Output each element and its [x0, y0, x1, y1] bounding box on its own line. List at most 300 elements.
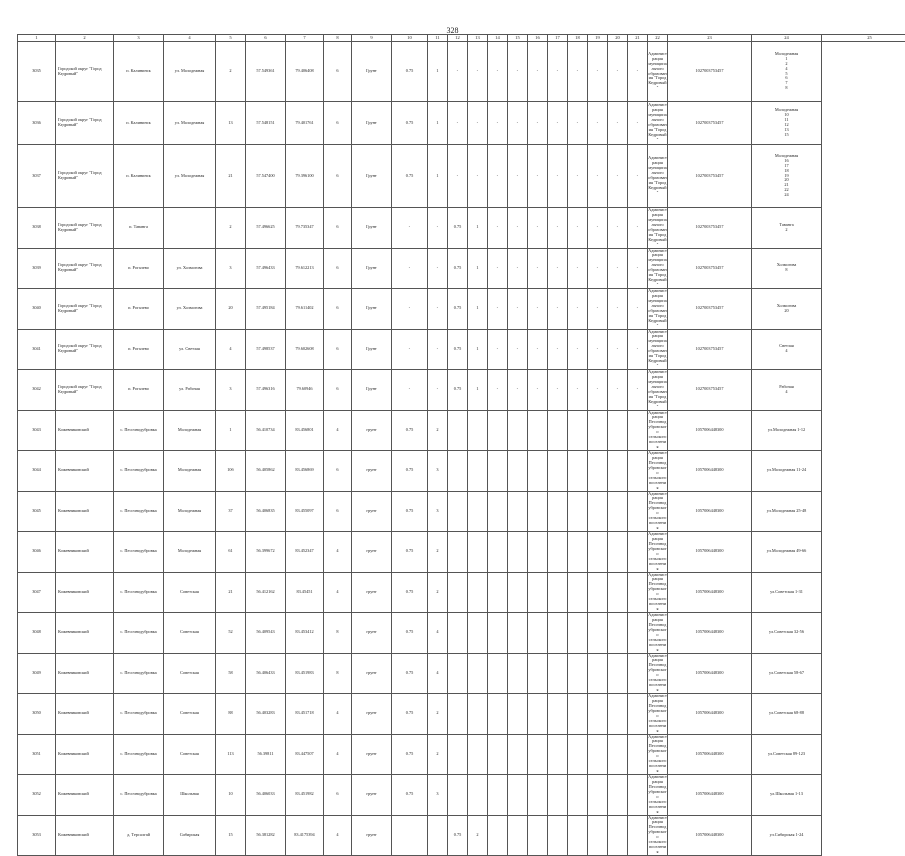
column-header: 25 — [822, 35, 905, 42]
cell-settlement: с. Песочнодубровка — [114, 532, 164, 573]
cell-c13 — [448, 451, 468, 492]
table-row — [18, 410, 905, 451]
cell-house: 21 — [216, 145, 246, 208]
cell-ogrn: 1057006448300 — [668, 532, 752, 573]
cell-num: 3040 — [18, 289, 56, 330]
cell-owner: Администрация Песочнодубровского сельского поселения — [648, 491, 668, 532]
served-address: 24 — [752, 193, 821, 198]
cell-num: 3049 — [18, 653, 56, 694]
column-header: 21 — [628, 35, 648, 42]
cell-c12: - — [428, 329, 448, 370]
cell-c17 — [528, 694, 548, 735]
cell-ogrn: 1057006448300 — [668, 653, 752, 694]
cell-ogrn: 1057006448300 — [668, 572, 752, 613]
column-header: 15 — [508, 35, 528, 42]
cell-c15 — [488, 410, 508, 451]
cell-c11: - — [392, 208, 428, 249]
cell-c15: - — [488, 145, 508, 208]
cell-district: Кожевниковский — [56, 491, 114, 532]
cell-house: 4 — [216, 329, 246, 370]
cell-lat: 56.381282 — [246, 815, 286, 856]
cell-ogrn: 1057006448300 — [668, 775, 752, 816]
cell-c21: - — [608, 289, 628, 330]
cell-c15: - — [488, 248, 508, 289]
cell-owner: Администрация Песочнодубровского сельского поселения — [648, 815, 668, 856]
cell-area: 6 — [324, 248, 352, 289]
cell-c21: - — [608, 370, 628, 411]
cell-c21 — [608, 451, 628, 492]
cell-c18 — [548, 653, 568, 694]
cell-c15: - — [488, 370, 508, 411]
cell-c15: - — [488, 102, 508, 145]
cell-c17: - — [528, 145, 548, 208]
column-header: 10 — [392, 35, 428, 42]
cell-c18 — [548, 451, 568, 492]
cell-c11: - — [392, 289, 428, 330]
cell-c19: - — [568, 208, 588, 249]
served-address: 13 — [752, 128, 821, 133]
cell-c11: 0.75 — [392, 572, 428, 613]
cell-c20 — [588, 491, 608, 532]
cell-c14 — [468, 572, 488, 613]
served-address: 10 — [752, 113, 821, 118]
cell-c18 — [548, 815, 568, 856]
cell-served — [752, 734, 822, 775]
served-address: Светлая — [752, 344, 821, 349]
cell-c18: - — [548, 370, 568, 411]
cell-lat: 56.410734 — [246, 410, 286, 451]
cell-c20: - — [588, 42, 608, 102]
cell-c16 — [508, 613, 528, 654]
cell-c12: 2 — [428, 694, 448, 735]
cell-owner: Администрация муниципального образования "Город Кедровый" — [648, 329, 668, 370]
cell-district: Городской округ "Город Кедровый" — [56, 370, 114, 411]
cell-c17: - — [528, 208, 548, 249]
table-row — [18, 694, 905, 735]
cell-c13: - — [448, 145, 468, 208]
cell-c18 — [548, 734, 568, 775]
cell-c21 — [608, 694, 628, 735]
cell-surface: Грунт — [352, 42, 392, 102]
cell-c12: 2 — [428, 532, 448, 573]
cell-owner: Администрация Песочнодубровского сельского поселения — [648, 410, 668, 451]
cell-c21 — [608, 491, 628, 532]
cell-surface: грунт — [352, 572, 392, 613]
cell-house: 10б — [216, 451, 246, 492]
served-address: 20 — [752, 178, 821, 183]
cell-c11: 0.75 — [392, 694, 428, 735]
cell-c22 — [628, 532, 648, 573]
cell-area: 4 — [324, 734, 352, 775]
cell-c19 — [568, 451, 588, 492]
cell-num: 3045 — [18, 491, 56, 532]
served-address: Молодежная — [752, 52, 821, 57]
cell-c13: 0.75 — [448, 208, 468, 249]
cell-c13: - — [448, 42, 468, 102]
served-address: 15 — [752, 133, 821, 138]
cell-num: 3038 — [18, 208, 56, 249]
cell-c22 — [628, 491, 648, 532]
served-address: 21 — [752, 183, 821, 188]
cell-surface: грунт — [352, 491, 392, 532]
cell-street: Советская — [164, 572, 216, 613]
served-address: 16 — [752, 159, 821, 164]
served-address: 18 — [752, 169, 821, 174]
cell-surface: грунт — [352, 775, 392, 816]
cell-c20 — [588, 451, 608, 492]
cell-district: Городской округ "Город Кедровый" — [56, 145, 114, 208]
cell-surface: грунт — [352, 815, 392, 856]
cell-district: Городской округ "Город Кедровый" — [56, 102, 114, 145]
cell-c12: - — [428, 370, 448, 411]
cell-surface: грунт — [352, 410, 392, 451]
cell-c11: 0.75 — [392, 775, 428, 816]
cell-num: 3052 — [18, 775, 56, 816]
cell-c15: - — [488, 42, 508, 102]
served-address: 20 — [752, 309, 821, 314]
cell-c15 — [488, 734, 508, 775]
cell-district: Городской округ "Город Кедровый" — [56, 208, 114, 249]
cell-owner: Администрация Песочнодубровского сельского поселения — [648, 653, 668, 694]
cell-lat: 57.498537 — [246, 329, 286, 370]
cell-area: 6 — [324, 775, 352, 816]
cell-area: 6 — [324, 102, 352, 145]
cell-c18: - — [548, 145, 568, 208]
cell-c11: - — [392, 370, 428, 411]
cell-num: 3047 — [18, 572, 56, 613]
cell-c13 — [448, 410, 468, 451]
cell-surface: Грунт — [352, 102, 392, 145]
cell-c18: - — [548, 42, 568, 102]
cell-c13: 0.75 — [448, 815, 468, 856]
cell-district: Кожевниковский — [56, 451, 114, 492]
cell-house: 61 — [216, 532, 246, 573]
cell-c12: 2 — [428, 734, 448, 775]
cell-settlement: п. Таванга — [114, 208, 164, 249]
cell-c12: 2 — [428, 410, 448, 451]
served-address: ул.Молодежная 49-66 — [752, 549, 821, 554]
cell-area: 4 — [324, 532, 352, 573]
cell-surface: грунт — [352, 694, 392, 735]
cell-c16: - — [508, 329, 528, 370]
cell-house: 13 — [216, 102, 246, 145]
cell-c14: - — [468, 145, 488, 208]
cell-c21 — [608, 613, 628, 654]
cell-c19 — [568, 572, 588, 613]
cell-street: Советская — [164, 653, 216, 694]
cell-street: Молодежная — [164, 491, 216, 532]
served-address: 17 — [752, 164, 821, 169]
cell-c16 — [508, 815, 528, 856]
served-address: Молодежная — [752, 154, 821, 159]
table-row — [18, 248, 905, 289]
cell-c12: 2 — [428, 572, 448, 613]
cell-house: 113 — [216, 734, 246, 775]
cell-settlement: п. Калининск — [114, 102, 164, 145]
cell-c15 — [488, 491, 508, 532]
cell-area: 6 — [324, 145, 352, 208]
cell-area: 6 — [324, 491, 352, 532]
cell-c12: - — [428, 248, 448, 289]
cell-lat: 57.547400 — [246, 145, 286, 208]
cell-street: ул. Молодежная — [164, 102, 216, 145]
cell-c21 — [608, 410, 628, 451]
cell-c17 — [528, 491, 548, 532]
cell-c19: - — [568, 370, 588, 411]
cell-c17: - — [528, 289, 548, 330]
cell-c20 — [588, 815, 608, 856]
cell-district: Городской округ "Город Кедровый" — [56, 329, 114, 370]
cell-settlement: д. Терсалгай — [114, 815, 164, 856]
cell-c11: 0.75 — [392, 102, 428, 145]
cell-lat: 56.405862 — [246, 451, 286, 492]
cell-c16: - — [508, 42, 528, 102]
cell-surface: Грунт — [352, 370, 392, 411]
cell-num: 3044 — [18, 451, 56, 492]
cell-surface: Грунт — [352, 248, 392, 289]
cell-house: 10 — [216, 775, 246, 816]
cell-c15 — [488, 532, 508, 573]
cell-area: 6 — [324, 289, 352, 330]
cell-c15 — [488, 775, 508, 816]
cell-c15: - — [488, 329, 508, 370]
cell-street: Молодежная — [164, 532, 216, 573]
column-header: 2 — [56, 35, 114, 42]
cell-c20 — [588, 613, 608, 654]
cell-c18 — [548, 410, 568, 451]
served-address: 4 — [752, 67, 821, 72]
column-header: 13 — [468, 35, 488, 42]
cell-house: 2 — [216, 42, 246, 102]
cell-c11: 0.75 — [392, 410, 428, 451]
table-row — [18, 653, 905, 694]
cell-c21 — [608, 532, 628, 573]
cell-ogrn: 1057006448300 — [668, 410, 752, 451]
cell-c14: 2 — [468, 815, 488, 856]
cell-owner: Администрация муниципального образования "Город Кедровый" — [648, 289, 668, 330]
cell-c16 — [508, 491, 528, 532]
cell-district: Кожевниковский — [56, 572, 114, 613]
cell-lon: 83.456801 — [286, 410, 324, 451]
cell-c16: - — [508, 145, 528, 208]
table-row — [18, 208, 905, 249]
cell-c21: - — [608, 208, 628, 249]
cell-served — [752, 208, 822, 249]
cell-c21: - — [608, 102, 628, 145]
column-header: 11 — [428, 35, 448, 42]
cell-c18 — [548, 572, 568, 613]
cell-served — [752, 775, 822, 816]
cell-ogrn: 1027003753457 — [668, 145, 752, 208]
cell-street: Сибирская — [164, 815, 216, 856]
cell-street: Советская — [164, 613, 216, 654]
cell-c15 — [488, 451, 508, 492]
cell-lat: 56.412162 — [246, 572, 286, 613]
cell-num: 3043 — [18, 410, 56, 451]
cell-c20 — [588, 694, 608, 735]
cell-district: Городской округ "Город Кедровый" — [56, 289, 114, 330]
cell-owner: Администрация муниципального образования "Город Кедровый" — [648, 102, 668, 145]
cell-district: Кожевниковский — [56, 613, 114, 654]
cell-ogrn: 1027003753457 — [668, 248, 752, 289]
cell-c19 — [568, 410, 588, 451]
cell-num: 3050 — [18, 694, 56, 735]
cell-c16: - — [508, 102, 528, 145]
cell-owner: Администрация Песочнодубровского сельского поселения — [648, 734, 668, 775]
served-address: ул.Советская 58-67 — [752, 671, 821, 676]
cell-street: ул. Молодежная — [164, 42, 216, 102]
cell-area: 4 — [324, 694, 352, 735]
cell-c18: - — [548, 208, 568, 249]
cell-area: 6 — [324, 42, 352, 102]
cell-c17 — [528, 613, 548, 654]
cell-c13 — [448, 613, 468, 654]
cell-surface: грунт — [352, 532, 392, 573]
cell-c18 — [548, 775, 568, 816]
cell-settlement: п. Рогалево — [114, 289, 164, 330]
cell-c13 — [448, 572, 468, 613]
cell-lon: 79.735347 — [286, 208, 324, 249]
cell-c15 — [488, 572, 508, 613]
cell-served — [752, 613, 822, 654]
cell-street: ул. Светлая — [164, 329, 216, 370]
cell-lat: 57.548151 — [246, 102, 286, 145]
served-address: 4 — [752, 390, 821, 395]
served-address: ул.Советская 32-56 — [752, 630, 821, 635]
cell-settlement: с. Песочнодубровка — [114, 775, 164, 816]
cell-lon: 79.611402 — [286, 289, 324, 330]
cell-surface: грунт — [352, 653, 392, 694]
cell-lon: 79.401761 — [286, 102, 324, 145]
cell-c19 — [568, 815, 588, 856]
cell-ogrn: 1057006448300 — [668, 613, 752, 654]
cell-lat: 56.39811 — [246, 734, 286, 775]
column-header: 24 — [752, 35, 822, 42]
cell-settlement: п. Рогалево — [114, 248, 164, 289]
cell-settlement: с. Песочнодубровка — [114, 451, 164, 492]
cell-c14: 1 — [468, 289, 488, 330]
cell-served — [752, 572, 822, 613]
cell-c22 — [628, 734, 648, 775]
served-address: Молодежная — [752, 108, 821, 113]
cell-c20: - — [588, 329, 608, 370]
column-header: 20 — [608, 35, 628, 42]
cell-c19: - — [568, 248, 588, 289]
cell-settlement: п. Калининск — [114, 145, 164, 208]
served-address: ул.Советская 89-123 — [752, 752, 821, 757]
served-address: ул.Школьная 1-13 — [752, 792, 821, 797]
served-address: ул.Молодежная 1-12 — [752, 428, 821, 433]
cell-c12: 4 — [428, 613, 448, 654]
cell-c16 — [508, 572, 528, 613]
cell-owner: Администрация Песочнодубровского сельского поселения — [648, 694, 668, 735]
cell-c20 — [588, 775, 608, 816]
cell-lon: 79.60946 — [286, 370, 324, 411]
cell-c21 — [608, 734, 628, 775]
cell-c20: - — [588, 370, 608, 411]
cell-c13: - — [448, 102, 468, 145]
cell-c16: - — [508, 248, 528, 289]
cell-owner: Администрация муниципального образования "Город Кедровый" — [648, 208, 668, 249]
cell-c17 — [528, 734, 548, 775]
cell-lat: 56.406033 — [246, 775, 286, 816]
cell-area: 6 — [324, 329, 352, 370]
cell-num: 3042 — [18, 370, 56, 411]
cell-c22 — [628, 572, 648, 613]
cell-lon: 79.406408 — [286, 42, 324, 102]
column-header: 23 — [668, 35, 752, 42]
cell-district: Городской округ "Город Кедровый" — [56, 248, 114, 289]
cell-c20: - — [588, 289, 608, 330]
served-address: 2 — [752, 228, 821, 233]
cell-ogrn: 1027003753457 — [668, 289, 752, 330]
cell-c11: 0.75 — [392, 613, 428, 654]
cell-c22 — [628, 410, 648, 451]
cell-c13 — [448, 734, 468, 775]
cell-c13: 0.75 — [448, 329, 468, 370]
cell-owner: Администрация Песочнодубровского сельского поселения — [648, 613, 668, 654]
cell-c14 — [468, 613, 488, 654]
cell-c11: 0.75 — [392, 653, 428, 694]
cell-c12: 3 — [428, 491, 448, 532]
cell-c19: - — [568, 329, 588, 370]
cell-c22: - — [628, 248, 648, 289]
cell-ogrn: 1057006448300 — [668, 815, 752, 856]
cell-c19 — [568, 694, 588, 735]
cell-c22 — [628, 815, 648, 856]
cell-owner: Администрация Песочнодубровского сельского поселения — [648, 775, 668, 816]
cell-lon: 83.451982 — [286, 775, 324, 816]
cell-lat: 57.549361 — [246, 42, 286, 102]
cell-served — [752, 491, 822, 532]
table-row — [18, 613, 905, 654]
cell-c21 — [608, 572, 628, 613]
cell-c17 — [528, 451, 548, 492]
cell-house: 3 — [216, 370, 246, 411]
cell-c17: - — [528, 370, 548, 411]
cell-c14: - — [468, 42, 488, 102]
cell-served — [752, 102, 822, 145]
cell-c13 — [448, 653, 468, 694]
cell-c20 — [588, 653, 608, 694]
cell-c12: - — [428, 289, 448, 330]
cell-ogrn: 1027003753457 — [668, 102, 752, 145]
column-header: 6 — [246, 35, 286, 42]
cell-surface: грунт — [352, 613, 392, 654]
cell-lon: 83.447507 — [286, 734, 324, 775]
cell-served — [752, 451, 822, 492]
cell-c14 — [468, 410, 488, 451]
cell-c21: - — [608, 329, 628, 370]
cell-num: 3053 — [18, 815, 56, 856]
cell-c14 — [468, 775, 488, 816]
cell-served — [752, 653, 822, 694]
cell-c17 — [528, 775, 548, 816]
column-header: 8 — [324, 35, 352, 42]
cell-ogrn: 1027003753457 — [668, 329, 752, 370]
cell-c14 — [468, 653, 488, 694]
cell-surface: Грунт — [352, 289, 392, 330]
cell-c13: 0.75 — [448, 289, 468, 330]
cell-c17 — [528, 410, 548, 451]
cell-settlement: с. Песочнодубровка — [114, 410, 164, 451]
cell-c17 — [528, 653, 548, 694]
cell-c11: - — [392, 329, 428, 370]
served-address: 22 — [752, 188, 821, 193]
cell-served — [752, 532, 822, 573]
table-row — [18, 451, 905, 492]
cell-c12: 1 — [428, 102, 448, 145]
